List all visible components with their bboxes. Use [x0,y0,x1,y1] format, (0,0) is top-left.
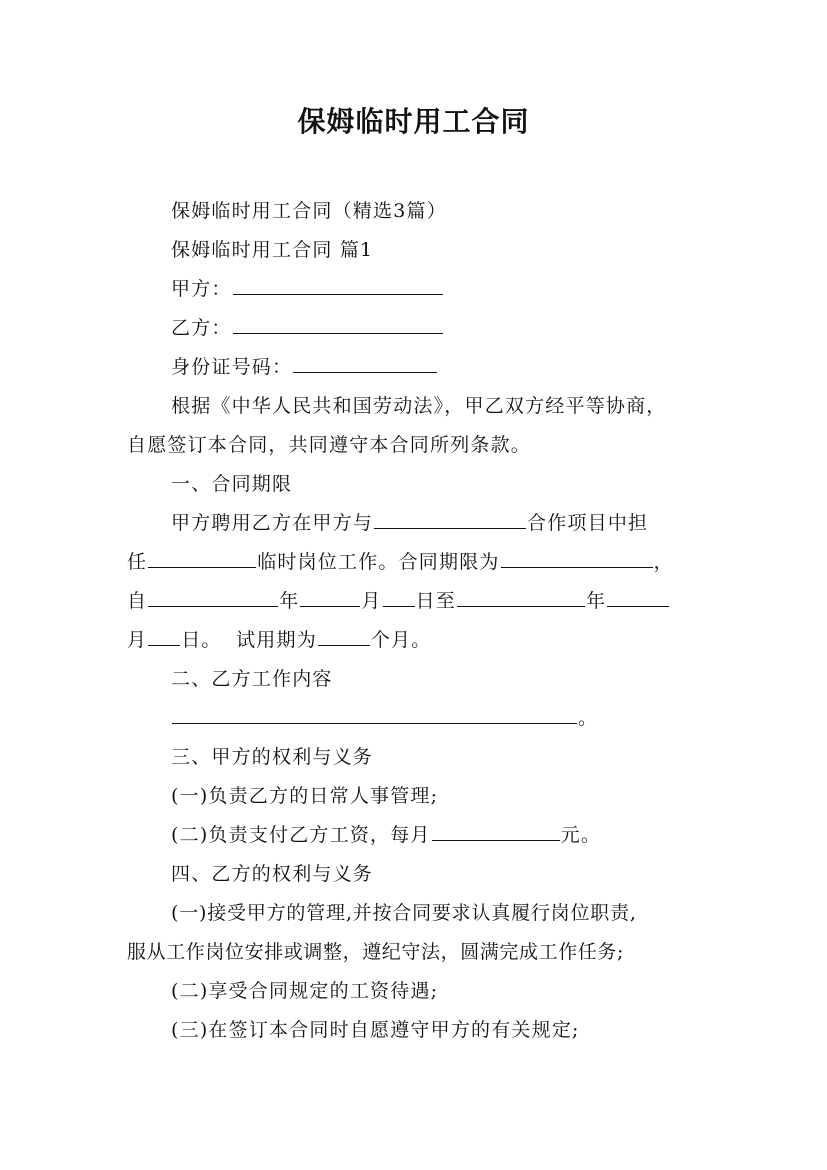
document-title: 保姆临时用工合同 [297,105,530,138]
preamble-line-1: 根据《中华人民共和国劳动法》，甲乙双方经平等协商， [171,395,667,417]
party-b-label: 乙方： [171,317,232,339]
id-number-blank[interactable] [293,354,437,373]
position-blank[interactable] [148,549,256,568]
s1-text: 临时岗位工作。合同期限为 [257,551,500,573]
s1-text: 月 [127,629,148,651]
section-1-heading: 一、合同期限 [171,473,293,495]
id-number-label: 身份证号码： [171,356,293,378]
party-b-line [171,313,761,343]
s1-text: 年 [586,590,607,612]
id-number-line [171,352,761,382]
end-year-blank[interactable] [457,588,585,607]
s1-text: ， [653,551,674,573]
party-a-blank[interactable] [233,276,443,295]
work-content-blank[interactable] [172,705,577,724]
section-4-heading: 四、乙方的权利与义务 [171,863,374,885]
term-blank[interactable] [501,549,653,568]
section-3-item-1: (一)负责乙方的日常人事管理; [171,785,439,807]
section-1-paragraph-line-4 [127,625,717,655]
section-1-paragraph-line-2 [127,547,717,577]
s1-text: 试用期为 [236,629,317,651]
s1-text: 个月。 [370,629,432,651]
s1-text: 自 [127,590,148,612]
party-b-blank[interactable] [233,315,443,334]
s1-text: 日至 [415,590,457,612]
s1-text: 年 [279,590,300,612]
project-blank[interactable] [374,510,526,529]
section-4-item-2: (二)享受合同规定的工资待遇; [171,980,439,1002]
party-a-label: 甲方： [171,278,232,300]
section-4-item-1-line-2: 服从工作岗位安排或调整，遵纪守法，圆满完成工作任务; [127,941,625,963]
section-3-heading: 三、甲方的权利与义务 [171,746,374,768]
start-month-blank[interactable] [300,588,360,607]
section-3-item-2 [171,820,761,850]
end-day-blank[interactable] [148,627,180,646]
work-content-line [171,703,761,733]
section-1-paragraph-line-3 [127,586,717,616]
s2-text: 。 [578,707,599,729]
start-year-blank[interactable] [148,588,278,607]
s1-text: 日。 [181,629,222,651]
section-1-paragraph-line-1 [171,508,761,538]
s1-text: 甲方聘用乙方在甲方与 [171,512,374,534]
section-2-heading: 二、乙方工作内容 [171,668,333,690]
end-month-blank[interactable] [607,588,669,607]
section-4-item-3: (三)在签订本合同时自愿遵守甲方的有关规定; [171,1019,580,1041]
party-a-line [171,274,761,304]
salary-blank[interactable] [432,822,560,841]
section-4-item-1-line-1: (一)接受甲方的管理,并按合同要求认真履行岗位职责, [171,902,637,924]
s3-text: (二)负责支付乙方工资，每月 [171,824,431,846]
preamble-line-2: 自愿签订本合同，共同遵守本合同所列条款。 [127,434,532,456]
trial-period-blank[interactable] [318,627,370,646]
s1-text: 任 [127,551,148,573]
s1-text: 月 [361,590,382,612]
start-day-blank[interactable] [383,588,415,607]
part-heading: 保姆临时用工合同 篇1 [171,239,374,261]
document-subtitle: 保姆临时用工合同（精选3篇） [171,200,447,222]
s1-text: 合作项目中担 [527,512,649,534]
s3-text: 元。 [560,824,602,846]
